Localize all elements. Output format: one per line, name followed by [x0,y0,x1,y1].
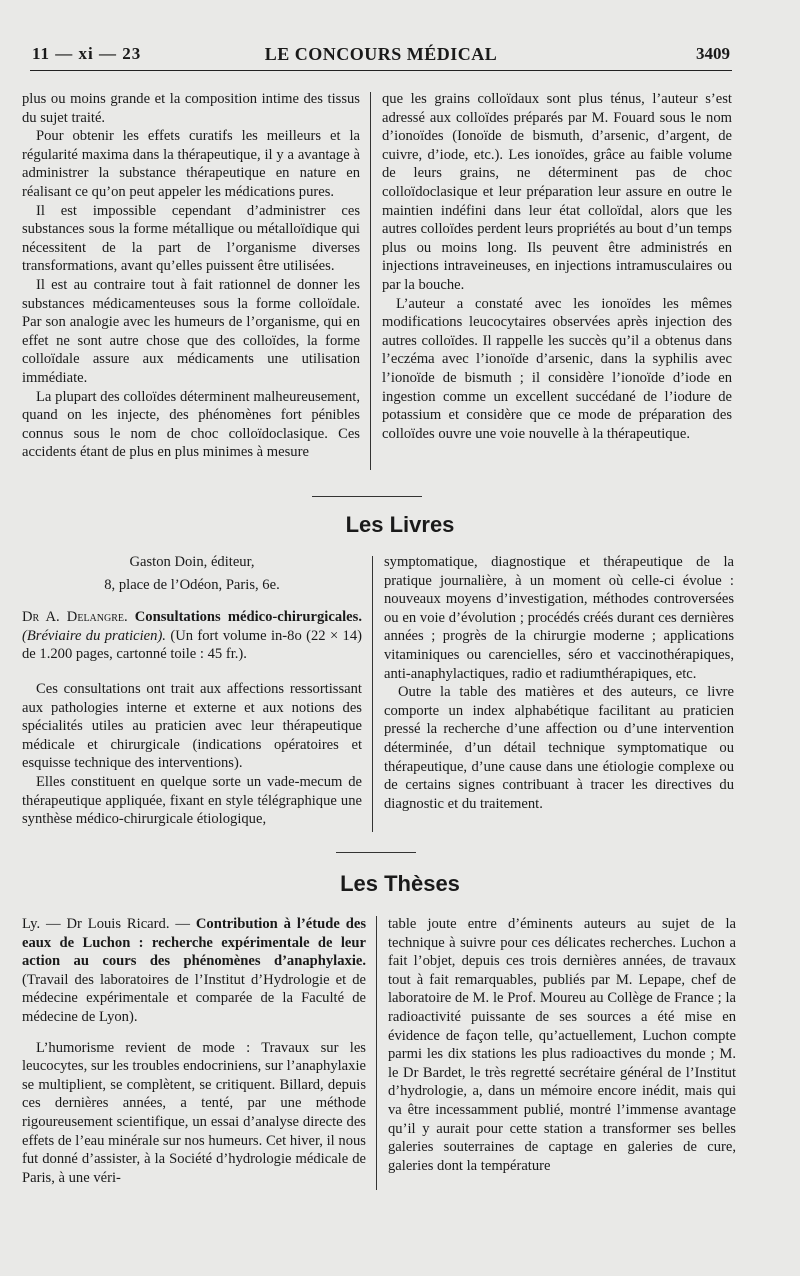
paragraph: L’auteur a constaté avec les ionoïdes les mêmes modifications leucocytaires observées après injection des autres colloïdes. Il rappelle les succès qu’il a obtenus dans l’eczéma avec l’ionoïde d’arsenic, dans la syphilis avec l’ionoïde de bismuth ; il considère l’ionoïde d’iode en ingestion comme un excellent succédané de l’iodure de potassium et considère que ce mode de préparation des colloïdes ouvre une voie nouvelle à la thérapeutique. [382,295,732,442]
thesis-entry [22,915,366,1027]
book-entry [22,608,362,664]
paragraph: Il est impossible cependant d’administrer ces substances sous la forme métallique ou métalloïdique qui nécessitent de la part de l’organisme diverses transformations, avant qu’elles puissent être utilisées. [22,202,360,275]
column-divider [372,556,373,832]
thesis-title: Contribution à l’étude des eaux de Luchon : recherche expérimentale de leur action au cours des phénomènes d’anaphylaxie. [22,916,366,970]
column-divider [376,916,377,1190]
section-separator [312,496,422,497]
publisher-name: Gaston Doin, éditeur, [129,554,255,570]
theses-left-column [22,915,366,1187]
section-title-theses: Les Thèses [340,871,460,896]
thesis-author: Ly. — Dr Louis Ricard. — [22,916,190,932]
paragraph: Elles constituent en quelque sorte un vade-mecum de thérapeutique appliquée, fixant en style télégraphique une synthèse médico-chirurgicale étiologique, [22,773,362,828]
paragraph: Outre la table des matières et des auteurs, ce livre comporte un index alphabétique facilitant au praticien pressé la recherche d’une affection ou d’une intervention déterminée, d’un détail technique symptomatique ou thérapeutique, d’une cause dans une étiologie complexe ou de certains signes contribuant à tracer les directives du diagnostic et du traitement. [384,684,734,812]
page-header [30,44,732,71]
book-author: Dr A. Delangre. [22,609,128,626]
book-details: (Un fort volume in-8o (22 × 14) de 1.200 pages, cartonné toile : 45 fr.). [22,627,362,663]
livres-left-column [22,553,362,829]
paragraph: plus ou moins grande et la composition intime des tissus du sujet traité. [22,91,360,126]
publisher-address: 8, place de l’Odéon, Paris, 6e. [104,576,280,593]
paragraph: symptomatique, diagnostique et thérapeutique de la pratique journalière, à un moment où celle-ci évolue : nouveaux moyens d’investigation, méthodes controversées ou en voie d’évolution ; procédés créés durant ces dernières années ; progrès de la chirurgie moderne ; applications vitaminiques ou carencielles, séro et vaccinothérapiques, anti-anaphylactiques, radio et radiumthérapiques, etc. [384,554,734,682]
paragraph: Pour obtenir les effets curatifs les meilleurs et la régularité maxima dans la thérapeutique, il y a avantage à administrer la substance thérapeutique en nature en réalisant ce qu’on peut appeler les médications pures. [22,128,360,200]
theses-right-column [388,915,736,1175]
intro-left-column [22,90,360,462]
book-title: Consultations médico-chirurgicales. [134,609,362,626]
page-number: 3409 [696,44,730,63]
paragraph: Ces consultations ont trait aux affections ressortissant aux pathologies interne et externe et aux notions des spécialités utiles au praticien avec leur thérapeutique médicale et chirurgicale (indications opératoires et esquisse technique des interventions). [22,680,362,772]
book-series: (Bréviaire du praticien). [22,627,166,644]
issue-date: 11 — xi — 23 [32,44,142,63]
section-separator [336,852,416,853]
section-title-livres: Les Livres [345,512,455,537]
paragraph: table joute entre d’éminents auteurs au sujet de la technique à suivre pour ces délicates recherches. Luchon a fait l’objet, depuis ces trois dernières années, de travaux tout à fait remarquables, publiés par M. Lepape, chef de laboratoire de M. le Prof. Moureu au Collège de France ; la radioactivité puissante de ses sources a été mise en évidence de façon telle, qu’actuellement, Luchon compte parmi les dix stations les plus radioactives du monde ; M. le Dr Bardet, le très regretté secrétaire général de l’Institut d’hydrologie, a, dans un mémoire encore inédit, mais qui va être incessamment publié, montré l’immense avantage qu’il y aurait pour cette station a transformer ses belles galeries souterraines de captage en galeries de cure, galeries dont la température [388,916,736,1174]
paragraph: La plupart des colloïdes déterminent malheureusement, quand on les injecte, des phénomènes fort pénibles connus sous le nom de choc colloïdoclasique. Ces accidents étant de plus en plus minimes à mesure [22,388,360,461]
paragraph: Il est au contraire tout à fait rationnel de donner les substances médicamenteuses sous la forme colloïdale. Par son analogie avec les humeurs de l’organisme, qui en effet ne sont autre chose que des colloïdes, la forme colloïdale assure aux médicaments une utilisation immédiate. [22,276,360,386]
livres-right-column [384,553,734,813]
column-divider [370,92,371,470]
intro-right-column [382,90,732,443]
paragraph: que les grains colloïdaux sont plus ténus, l’auteur s’est adressé aux colloïdes préparés par M. Fouard sous le nom d’ionoïdes (Ionoïde de bismuth, d’arsenic, d’argent, de cuivre, d’iode, etc.). Les ionoïdes, grâce au faible volume de leurs grains, ne déterminent pas de choc colloïdoclasique et leur préparation leur assure en outre le maintien indéfini dans leur état colloïdal, alors que les autres colloïdes perdent leurs propriétés au bout d’un temps plus ou moins long. Ils peuvent être administrés en injections intraveineuses, en injections intramusculaires ou par la bouche. [382,91,732,293]
paragraph: L’humorisme revient de mode : Travaux sur les leucocytes, sur les troubles endocriniens, sur l’anaphylaxie se multiplient, se complètent, se critiquent. Billard, depuis ces dernières années, a tenté, par une méthode rigoureusement scientifique, un essai d’analyse directe des effets de l’eau minérale sur nos humeurs. Cet hiver, il nous fut donné d’assister, à la Société d’hydrologie médicale de Paris, à une véri- [22,1039,366,1186]
journal-title: LE CONCOURS MÉDICAL [264,44,498,64]
thesis-details: (Travail des laboratoires de l’Institut d’Hydrologie et de médecine expérimentale et comparée de la Faculté de médecine de Lyon). [22,971,366,1025]
